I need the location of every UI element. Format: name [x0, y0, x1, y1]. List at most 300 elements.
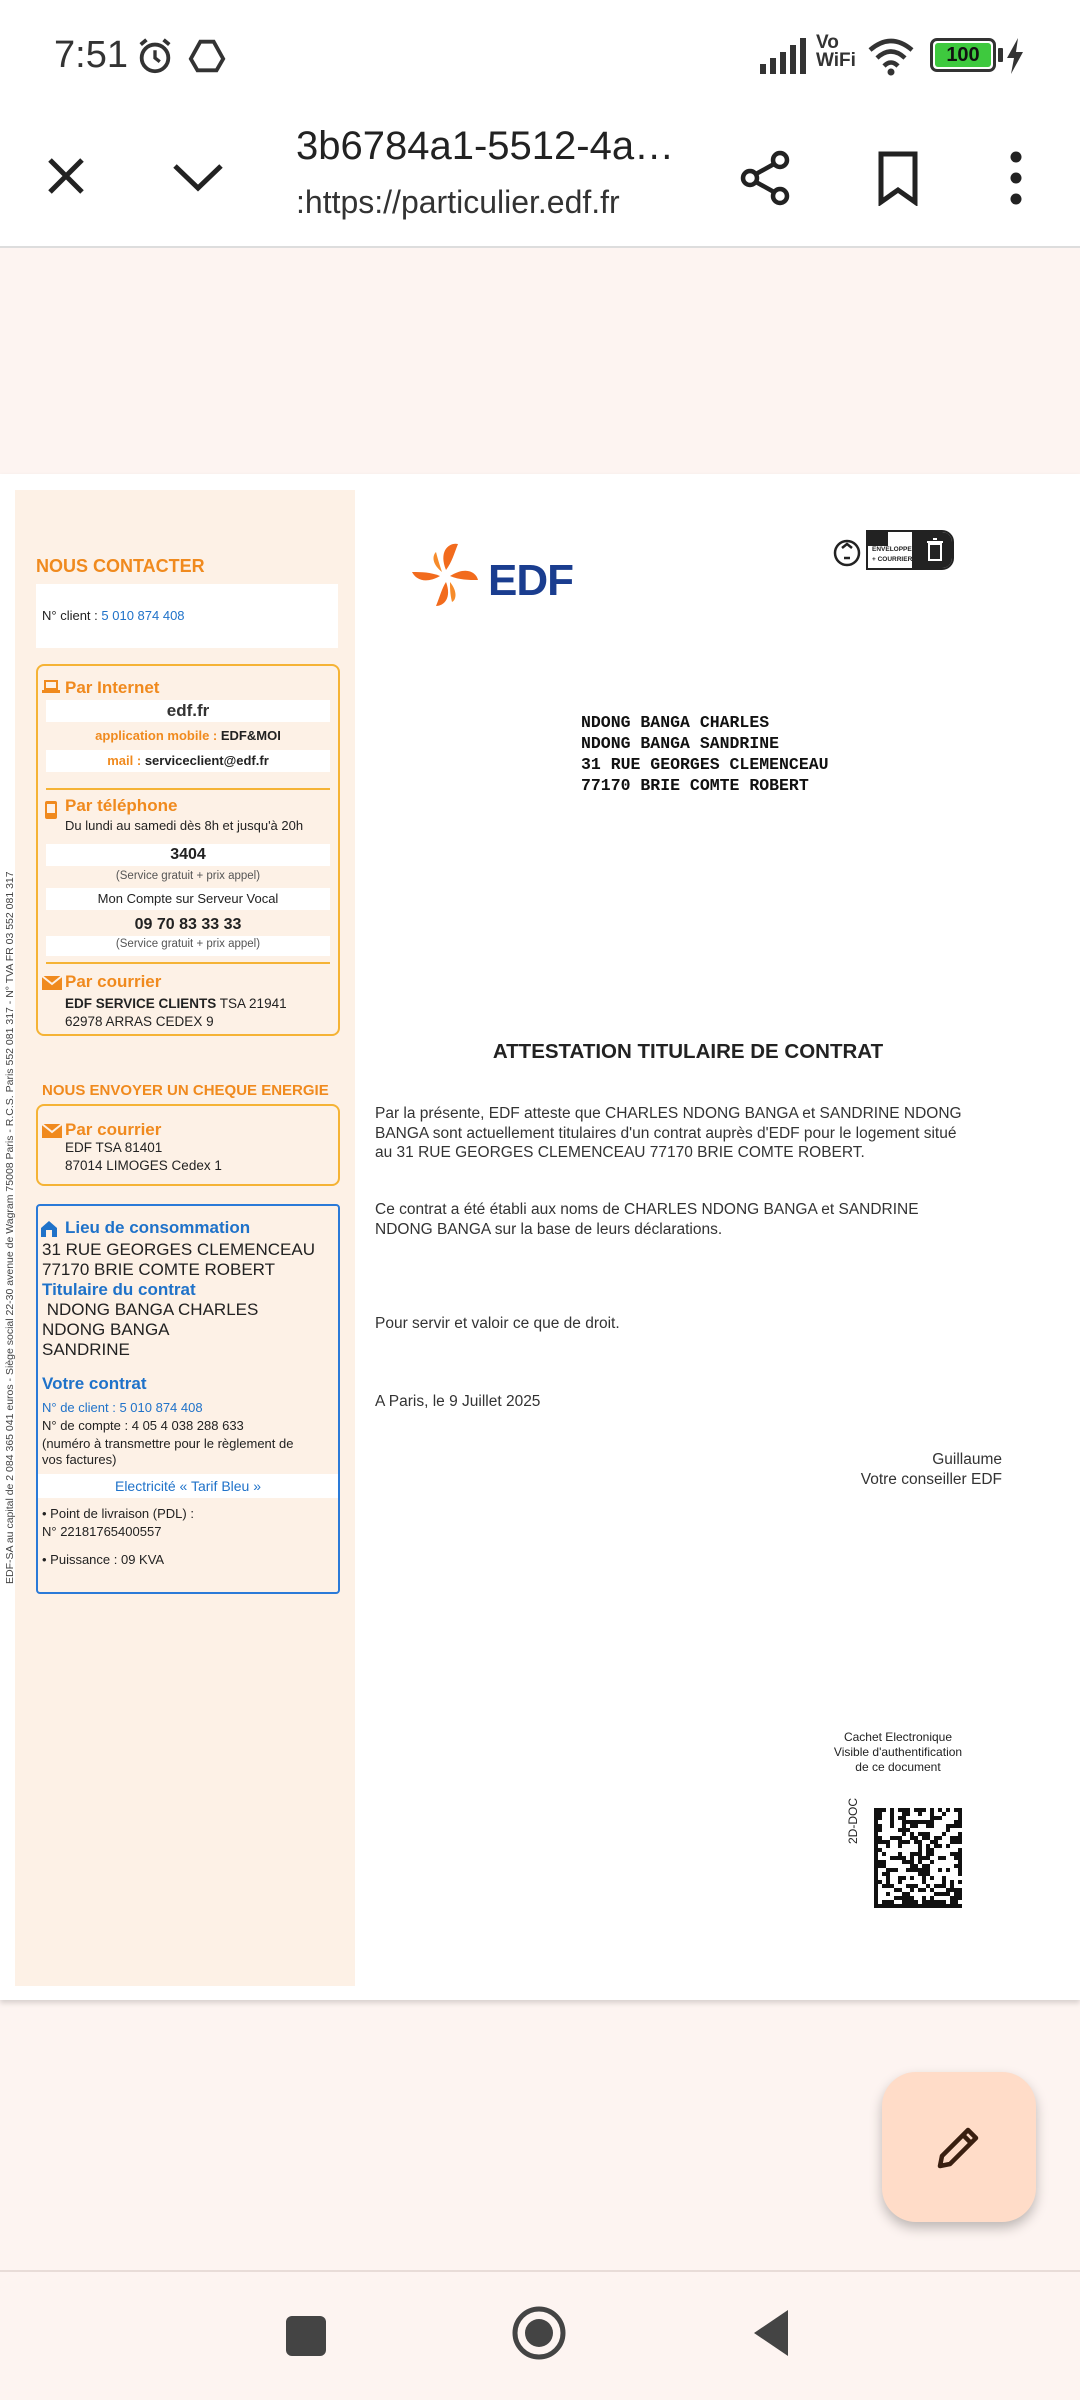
qr-module	[878, 1836, 882, 1840]
qr-module	[950, 1884, 954, 1888]
qr-module	[922, 1904, 926, 1908]
internet-site-row	[46, 700, 330, 722]
qr-module	[958, 1848, 962, 1852]
mail-post-tsa: TSA 21941	[216, 996, 287, 1011]
qr-module	[878, 1808, 882, 1812]
share-button[interactable]	[726, 138, 806, 218]
qr-module	[930, 1888, 934, 1892]
document-date: A Paris, le 9 Juillet 2025	[375, 1393, 541, 1410]
charging-icon	[1004, 36, 1026, 76]
qr-module	[902, 1828, 906, 1832]
qr-module	[914, 1808, 918, 1812]
phone-number-row	[46, 844, 330, 866]
qr-module	[874, 1864, 878, 1868]
qr-module	[954, 1820, 958, 1824]
qr-module	[926, 1904, 930, 1908]
qr-module	[958, 1860, 962, 1864]
qr-module	[954, 1896, 958, 1900]
consumption-line-2: 77170 BRIE COMTE ROBERT	[42, 1260, 276, 1279]
paragraph-closing: Pour servir et valoir ce que de droit.	[375, 1315, 620, 1332]
phone-icon	[44, 800, 58, 820]
qr-module	[942, 1892, 946, 1896]
qr-module	[918, 1840, 922, 1844]
qr-module	[898, 1876, 902, 1880]
qr-module	[938, 1892, 942, 1896]
close-icon	[44, 154, 88, 198]
qr-module	[902, 1824, 906, 1828]
qr-module	[926, 1832, 930, 1836]
contract-client-number: N° de client : 5 010 874 408	[42, 1400, 203, 1415]
qr-module	[914, 1824, 918, 1828]
qr-module	[918, 1888, 922, 1892]
seal-line-3: de ce document	[855, 1760, 941, 1774]
qr-module	[890, 1836, 894, 1840]
qr-module	[878, 1904, 882, 1908]
qr-module	[946, 1844, 950, 1848]
qr-module	[958, 1864, 962, 1868]
qr-module	[874, 1824, 878, 1828]
qr-module	[950, 1852, 954, 1856]
qr-module	[910, 1860, 914, 1864]
qr-module	[890, 1856, 894, 1860]
qr-module	[918, 1904, 922, 1908]
qr-module	[882, 1840, 886, 1844]
qr-module	[926, 1864, 930, 1868]
legal-mention: EDF-SA au capital de 2 084 365 041 euros - Siège social 22-30 avenue de Wagram 75008 Paris - R.C.S. Paris 552 081 317 - N° TVA FR 03 552 081 317	[4, 871, 16, 1584]
qr-module	[922, 1896, 926, 1900]
qr-module	[910, 1884, 914, 1888]
phone-note-row	[46, 936, 330, 956]
qr-module	[954, 1840, 958, 1844]
alarm-icon	[134, 36, 176, 76]
qr-module	[910, 1836, 914, 1840]
qr-module	[902, 1840, 906, 1844]
qr-module	[930, 1812, 934, 1816]
app-value: EDF&MOI	[220, 728, 281, 743]
qr-module	[886, 1892, 890, 1896]
mail-post-recipient: EDF SERVICE CLIENTS	[65, 996, 217, 1011]
qr-module	[958, 1852, 962, 1856]
qr-module	[890, 1884, 894, 1888]
qr-module	[902, 1892, 906, 1896]
qr-module	[874, 1812, 878, 1816]
qr-module	[918, 1812, 922, 1816]
pencil-icon	[932, 2120, 986, 2174]
qr-module	[922, 1900, 926, 1904]
qr-module	[954, 1904, 958, 1908]
contract-details-box	[36, 1204, 340, 1594]
qr-module	[910, 1824, 914, 1828]
qr-module	[902, 1820, 906, 1824]
qr-module	[958, 1888, 962, 1892]
qr-module	[954, 1852, 958, 1856]
qr-module	[922, 1880, 926, 1884]
mail-post-heading: Par courrier	[65, 972, 162, 991]
qr-module	[902, 1860, 906, 1864]
qr-module	[950, 1900, 954, 1904]
qr-module	[874, 1872, 878, 1876]
qr-module	[950, 1840, 954, 1844]
qr-module	[946, 1892, 950, 1896]
qr-module	[958, 1892, 962, 1896]
share-icon	[738, 150, 794, 206]
qr-module	[942, 1880, 946, 1884]
holder-line-3: SANDRINE	[42, 1340, 130, 1359]
holder-line-1: NDONG BANGA CHARLES	[42, 1300, 259, 1319]
qr-module	[878, 1864, 882, 1868]
qr-module	[922, 1876, 926, 1880]
tariff-row	[38, 1474, 338, 1498]
qr-module	[902, 1896, 906, 1900]
bookmark-button[interactable]	[858, 138, 938, 218]
qr-module	[910, 1820, 914, 1824]
qr-module	[934, 1904, 938, 1908]
qr-module	[926, 1852, 930, 1856]
qr-module	[886, 1880, 890, 1884]
edit-fab[interactable]	[882, 2072, 1036, 2222]
qr-module	[878, 1848, 882, 1852]
qr-module	[922, 1856, 926, 1860]
qr-module	[918, 1848, 922, 1852]
qr-module	[946, 1824, 950, 1828]
qr-module	[950, 1836, 954, 1840]
qr-module	[942, 1856, 946, 1860]
mail-row	[46, 750, 330, 772]
pdf-viewer-background	[0, 250, 1080, 474]
qr-module	[902, 1816, 906, 1820]
qr-module	[894, 1856, 898, 1860]
contact-title: NOUS CONTACTER	[36, 556, 205, 576]
qr-module	[910, 1876, 914, 1880]
qr-module	[878, 1828, 882, 1832]
qr-module	[958, 1820, 962, 1824]
qr-module	[906, 1808, 910, 1812]
qr-module	[910, 1856, 914, 1860]
qr-module	[926, 1820, 930, 1824]
qr-module	[874, 1880, 878, 1884]
signer-name: Guillaume	[932, 1451, 1002, 1468]
qr-module	[958, 1812, 962, 1816]
qr-module	[898, 1808, 902, 1812]
qr-module	[930, 1824, 934, 1828]
qr-module	[910, 1896, 914, 1900]
qr-module	[906, 1828, 910, 1832]
home-button[interactable]	[510, 2304, 568, 2362]
holder-heading: Titulaire du contrat	[42, 1280, 196, 1299]
divider	[46, 788, 330, 790]
seal-line-1: Cachet Electronique	[843, 1730, 953, 1744]
seal-line-2: Visible d'authentification	[833, 1745, 963, 1759]
qr-module	[958, 1824, 962, 1828]
qr-module	[874, 1844, 878, 1848]
qr-module	[926, 1856, 930, 1860]
qr-module	[958, 1880, 962, 1884]
qr-module	[882, 1904, 886, 1908]
qr-module	[910, 1868, 914, 1872]
qr-module	[886, 1900, 890, 1904]
qr-module	[958, 1816, 962, 1820]
recycle-icon	[832, 536, 862, 570]
qr-module	[878, 1880, 882, 1884]
qr-module	[934, 1836, 938, 1840]
qr-module	[958, 1808, 962, 1812]
qr-module	[958, 1836, 962, 1840]
contract-heading: Votre contrat	[42, 1374, 147, 1393]
qr-module	[890, 1900, 894, 1904]
qr-module	[946, 1868, 950, 1872]
qr-module	[954, 1888, 958, 1892]
envelope-icon	[42, 976, 62, 990]
qr-module	[874, 1896, 878, 1900]
qr-module	[890, 1824, 894, 1828]
signal-icon	[758, 36, 808, 76]
more-options-button[interactable]	[976, 138, 1056, 218]
pdl-value: N° 22181765400557	[42, 1524, 162, 1539]
qr-module	[938, 1868, 942, 1872]
qr-module	[882, 1864, 886, 1868]
cheque-line-2: 87014 LIMOGES Cedex 1	[65, 1158, 222, 1173]
qr-module	[906, 1840, 910, 1844]
status-time: 7:51	[54, 34, 128, 76]
wifi-icon	[866, 36, 916, 76]
qr-module	[890, 1904, 894, 1908]
qr-module	[942, 1876, 946, 1880]
client-label: N° client :	[42, 608, 102, 623]
qr-module	[958, 1868, 962, 1872]
phone-number-3404: 3404	[170, 846, 206, 863]
collapse-button[interactable]	[158, 136, 238, 216]
qr-module	[890, 1868, 894, 1872]
qr-module	[886, 1840, 890, 1844]
qr-module	[898, 1844, 902, 1848]
qr-module	[918, 1856, 922, 1860]
qr-module	[926, 1836, 930, 1840]
qr-module	[902, 1812, 906, 1816]
qr-module	[902, 1900, 906, 1904]
qr-module	[910, 1888, 914, 1892]
qr-module	[914, 1820, 918, 1824]
qr-module	[942, 1884, 946, 1888]
top-app-bar	[0, 110, 1080, 248]
laptop-icon	[42, 680, 60, 694]
qr-module	[938, 1856, 942, 1860]
qr-module	[942, 1900, 946, 1904]
qr-module	[910, 1832, 914, 1836]
paragraph-attestation: Par la présente, EDF atteste que CHARLES NDONG BANGA et SANDRINE NDONG BANGA sont actuellement titulaires d'un contrat auprès d'EDF pour le logement situé au 31 RUE GEORGES CLEMENCEAU 77170 BRIE COMTE ROBERT.	[375, 1105, 962, 1161]
paragraph-names: Ce contrat a été établi aux noms de CHARLES NDONG BANGA et SANDRINE NDONG BANGA sur la base de leurs déclarations.	[375, 1201, 919, 1238]
envelope-stamp-line-1: ENVELOPPE	[872, 546, 912, 553]
qr-module	[926, 1848, 930, 1852]
qr-module	[906, 1900, 910, 1904]
qr-module	[926, 1872, 930, 1876]
qr-module	[954, 1836, 958, 1840]
mail-post-line-1	[65, 996, 287, 1011]
qr-module	[934, 1816, 938, 1820]
qr-module	[886, 1876, 890, 1880]
qr-module	[914, 1836, 918, 1840]
document-title: 3b6784a1-5512-4a…	[296, 124, 675, 168]
qr-module	[922, 1832, 926, 1836]
qr-module	[930, 1816, 934, 1820]
envelope-icon	[42, 1124, 62, 1138]
vocal-row	[46, 888, 330, 910]
qr-module	[874, 1816, 878, 1820]
qr-module	[930, 1852, 934, 1856]
qr-module	[874, 1884, 878, 1888]
qr-module	[930, 1808, 934, 1812]
qr-module	[922, 1872, 926, 1876]
qr-module	[874, 1868, 878, 1872]
qr-module	[886, 1884, 890, 1888]
qr-module	[958, 1904, 962, 1908]
qr-module	[930, 1848, 934, 1852]
qr-code	[874, 1808, 962, 1908]
address-line-2: NDONG BANGA SANDRINE	[581, 734, 780, 753]
pdf-page[interactable]	[0, 474, 1080, 2000]
qr-module	[950, 1880, 954, 1884]
qr-module	[874, 1852, 878, 1856]
phone-heading: Par téléphone	[65, 796, 178, 815]
qr-module	[926, 1868, 930, 1872]
envelope-stamp-line-2: + COURRIER	[872, 556, 913, 563]
qr-module	[902, 1832, 906, 1836]
qr-module	[878, 1860, 882, 1864]
app-line	[38, 728, 338, 743]
qr-module	[910, 1864, 914, 1868]
qr-module	[934, 1900, 938, 1904]
qr-module	[918, 1852, 922, 1856]
qr-module	[922, 1864, 926, 1868]
qr-module	[898, 1880, 902, 1884]
cheque-box	[36, 1104, 340, 1186]
app-label: application mobile :	[95, 728, 221, 743]
qr-module	[902, 1904, 906, 1908]
qr-module	[874, 1840, 878, 1844]
qr-module	[954, 1808, 958, 1812]
qr-module	[910, 1852, 914, 1856]
qr-module	[882, 1808, 886, 1812]
qr-module	[926, 1844, 930, 1848]
qr-module	[894, 1888, 898, 1892]
qr-module	[898, 1896, 902, 1900]
qr-module	[918, 1868, 922, 1872]
qr-module	[898, 1856, 902, 1860]
qr-module	[934, 1844, 938, 1848]
system-nav-bar	[0, 2270, 1080, 2400]
internet-heading: Par Internet	[65, 678, 160, 697]
qr-module	[950, 1888, 954, 1892]
qr-module	[934, 1892, 938, 1896]
qr-module	[890, 1812, 894, 1816]
envelope-stamp	[866, 530, 954, 570]
qr-module	[950, 1896, 954, 1900]
qr-module	[874, 1892, 878, 1896]
qr-module	[898, 1904, 902, 1908]
qr-module	[882, 1900, 886, 1904]
qr-module	[938, 1808, 942, 1812]
qr-module	[906, 1896, 910, 1900]
qr-module	[942, 1832, 946, 1836]
qr-module	[954, 1864, 958, 1868]
qr-module	[874, 1900, 878, 1904]
qr-module	[902, 1876, 906, 1880]
battery-level: 100	[946, 43, 980, 66]
edf-logo	[408, 540, 573, 620]
qr-module	[958, 1832, 962, 1836]
holder-line-2: NDONG BANGA	[42, 1320, 170, 1339]
qr-module	[922, 1820, 926, 1824]
qr-module	[950, 1824, 954, 1828]
back-button[interactable]	[750, 2308, 792, 2358]
qr-module	[906, 1884, 910, 1888]
bin-icon	[926, 538, 944, 562]
qr-module	[914, 1884, 918, 1888]
qr-module	[938, 1904, 942, 1908]
qr-module	[906, 1904, 910, 1908]
contract-account-number: N° de compte : 4 05 4 038 288 633	[42, 1418, 244, 1433]
qr-module	[950, 1904, 954, 1908]
qr-module	[878, 1816, 882, 1820]
edf-flower-icon	[408, 540, 488, 616]
phone-number-vocal: 09 70 83 33 33	[134, 916, 242, 933]
qr-module	[878, 1840, 882, 1844]
close-button[interactable]	[26, 136, 106, 216]
qr-module	[930, 1900, 934, 1904]
drive-icon	[186, 36, 228, 76]
qr-module	[906, 1892, 910, 1896]
qr-module	[918, 1844, 922, 1848]
qr-module	[938, 1816, 942, 1820]
qr-module	[942, 1812, 946, 1816]
volte-wifi-label: Vo WiFi	[816, 32, 856, 71]
qr-module	[890, 1820, 894, 1824]
phone-hours: Du lundi au samedi dès 8h et jusqu'à 20h	[65, 818, 304, 833]
qr-module	[874, 1836, 878, 1840]
divider	[46, 962, 330, 964]
battery-icon	[930, 38, 996, 72]
qr-module	[930, 1904, 934, 1908]
qr-module	[914, 1868, 918, 1872]
qr-module	[894, 1896, 898, 1900]
qr-module	[930, 1820, 934, 1824]
qr-module	[954, 1892, 958, 1896]
qr-module	[874, 1860, 878, 1864]
qr-module	[898, 1852, 902, 1856]
cheque-post-heading: Par courrier	[65, 1120, 162, 1139]
recents-button[interactable]	[286, 2316, 326, 2356]
electronic-seal	[808, 1730, 988, 1775]
qr-module	[914, 1840, 918, 1844]
status-bar	[0, 0, 1080, 110]
consumption-heading: Lieu de consommation	[65, 1218, 251, 1237]
address-line-4: 77170 BRIE COMTE ROBERT	[581, 776, 809, 795]
more-vert-icon	[1008, 150, 1024, 206]
qr-module	[898, 1888, 902, 1892]
qr-module	[906, 1868, 910, 1872]
qr-module	[886, 1872, 890, 1876]
qr-module	[930, 1860, 934, 1864]
pdl-label: • Point de livraison (PDL) :	[42, 1506, 194, 1521]
internet-site: edf.fr	[166, 701, 210, 720]
qr-module	[934, 1840, 938, 1844]
qr-module	[914, 1852, 918, 1856]
qr-module	[958, 1840, 962, 1844]
qr-module	[918, 1872, 922, 1876]
qr-module	[926, 1884, 930, 1888]
address-line-1: NDONG BANGA CHARLES	[581, 713, 770, 732]
qr-module	[894, 1868, 898, 1872]
house-icon	[40, 1220, 58, 1238]
